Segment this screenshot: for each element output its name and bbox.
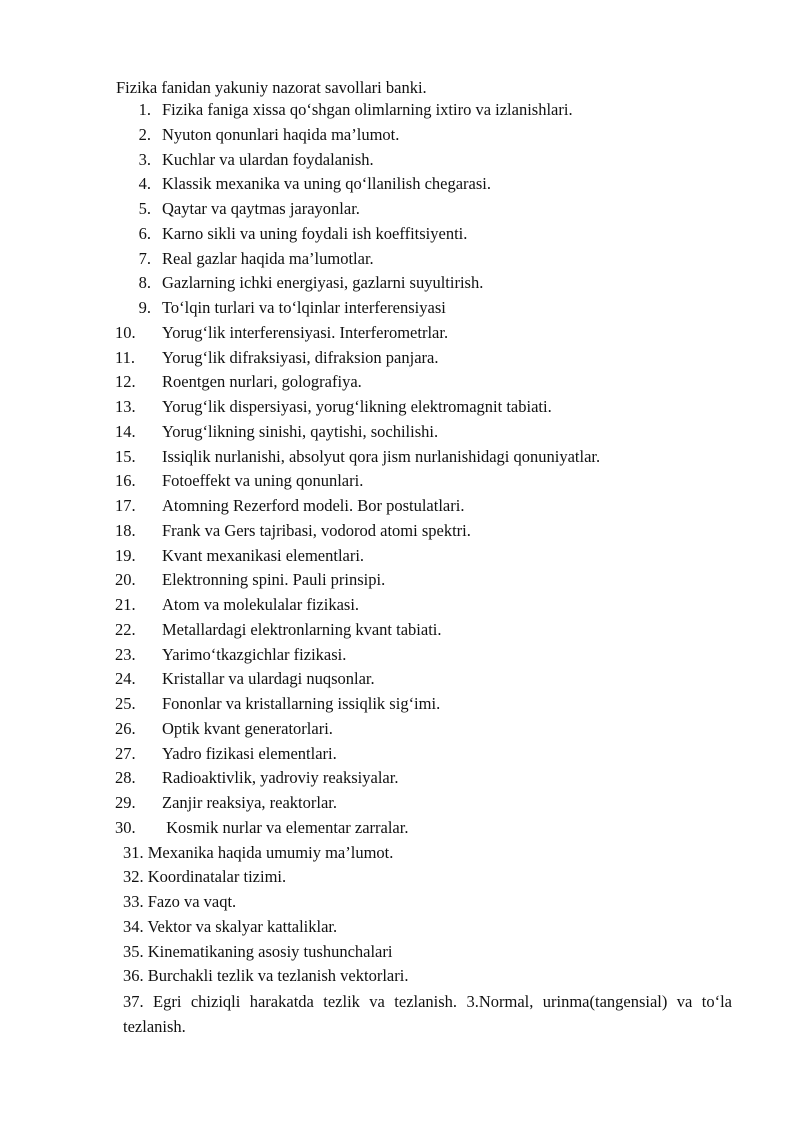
question-number: 18.	[115, 520, 136, 540]
question-number: 8.	[138, 273, 151, 293]
question-item: 31. Mexanika haqida umumiy ma’lumot.	[123, 842, 394, 862]
question-item	[0, 347, 800, 369]
question-item	[0, 297, 800, 319]
question-text: Optik kvant generatorlari.	[162, 718, 333, 738]
question-text: Kuchlar va ulardan foydalanish.	[162, 149, 374, 169]
question-text: Radioaktivlik, yadroviy reaksiyalar.	[162, 768, 399, 788]
question-item: 36. Burchakli tezlik va tezlanish vektorlari.	[123, 966, 409, 986]
question-text: Kvant mexanikasi elementlari.	[162, 545, 365, 565]
question-item	[0, 149, 800, 171]
question-text: Yorug‘lik interferensiyasi. Interferometrlar.	[162, 322, 449, 342]
question-item: 35. Kinematikaning asosiy tushunchalari	[123, 941, 393, 961]
question-number: 7.	[138, 248, 151, 268]
question-item	[0, 545, 800, 567]
question-number: 9.	[138, 298, 151, 317]
question-item	[0, 198, 800, 220]
question-number: 5.	[138, 199, 151, 218]
question-text: Karno sikli va uning foydali ish koeffitsiyenti.	[162, 223, 468, 243]
question-item	[0, 396, 800, 418]
question-number: 10.	[115, 322, 136, 342]
question-number: 15.	[115, 446, 136, 466]
question-text: Gazlarning ichki energiyasi, gazlarni suyultirish.	[162, 273, 484, 293]
question-item	[0, 569, 800, 591]
question-number: 29.	[115, 793, 136, 812]
question-number: 4.	[138, 174, 151, 194]
question-number: 27.	[115, 743, 136, 763]
question-text: Real gazlar haqida ma’lumotlar.	[162, 248, 374, 268]
question-number: 20.	[115, 570, 136, 590]
question-item	[0, 718, 800, 740]
question-number: 22.	[115, 619, 136, 639]
question-text: Yorug‘lik difraksiyasi, difraksion panjara.	[162, 347, 439, 367]
question-number: 26.	[115, 718, 136, 738]
question-number: 19.	[115, 545, 136, 565]
question-text: Qaytar va qaytmas jarayonlar.	[162, 199, 360, 218]
question-text: Yorug‘lik dispersiyasi, yorug‘likning elektromagnit tabiati.	[162, 397, 552, 416]
question-text: Fononlar va kristallarning issiqlik sig‘imi.	[162, 694, 441, 713]
question-text: Atom va molekulalar fizikasi.	[162, 595, 360, 614]
question-number: 28.	[115, 768, 136, 788]
question-text: To‘lqin turlari va to‘lqinlar interferensiyasi	[162, 298, 446, 317]
question-text: Kristallar va ulardagi nuqsonlar.	[162, 669, 375, 689]
question-item	[0, 594, 800, 616]
question-item	[0, 619, 800, 641]
question-number: 23.	[115, 644, 136, 664]
question-number: 6.	[138, 223, 151, 243]
question-item	[0, 767, 800, 789]
question-number: 2.	[138, 124, 151, 144]
question-item	[0, 248, 800, 270]
question-number: 21.	[115, 595, 136, 614]
question-text: Issiqlik nurlanishi, absolyut qora jism nurlanishidagi qonuniyatlar.	[162, 446, 601, 466]
question-item	[0, 693, 800, 715]
question-text: Yarimo‘tkazgichlar fizikasi.	[162, 644, 347, 664]
question-number: 16.	[115, 471, 136, 491]
question-text: Roentgen nurlari, golografiya.	[162, 372, 362, 392]
question-item	[0, 173, 800, 195]
question-text: Kosmik nurlar va elementar zarralar.	[162, 817, 409, 837]
question-item	[0, 99, 800, 121]
question-item: 33. Fazo va vaqt.	[123, 892, 237, 911]
question-text: Yadro fizikasi elementlari.	[162, 743, 337, 763]
question-item	[0, 322, 800, 344]
question-item	[0, 644, 800, 666]
question-item	[0, 792, 800, 814]
question-item	[0, 470, 800, 492]
question-text: Klassik mexanika va uning qo‘llanilish chegarasi.	[162, 174, 492, 194]
question-number: 1.	[138, 100, 151, 119]
question-item	[0, 421, 800, 443]
question-item	[0, 446, 800, 468]
question-text: Elektronning spini. Pauli prinsipi.	[162, 570, 386, 590]
question-text: Fizika faniga xissa qo‘shgan olimlarning ixtiro va izlanishlari.	[162, 100, 573, 119]
question-text: Yorug‘likning sinishi, qaytishi, sochilishi.	[162, 421, 439, 441]
question-item: 32. Koordinatalar tizimi.	[123, 867, 287, 887]
question-number: 13.	[115, 397, 136, 416]
question-item	[0, 743, 800, 765]
question-number: 25.	[115, 694, 136, 713]
question-item	[0, 495, 800, 517]
question-item: 34. Vektor va skalyar kattaliklar.	[123, 916, 338, 936]
question-item-37: 37. Egri chiziqli harakatda tezlik va tezlanish. 3.Normal, urinma(tangensial) va to‘la tezlanish.	[123, 992, 732, 1036]
document-heading: Fizika fanidan yakuniy nazorat savollari banki.	[116, 78, 427, 97]
question-number: 17.	[115, 496, 136, 515]
question-number: 30.	[115, 817, 136, 837]
question-item	[0, 817, 800, 839]
question-text: Frank va Gers tajribasi, vodorod atomi spektri.	[162, 520, 471, 540]
question-text: Nyuton qonunlari haqida ma’lumot.	[162, 124, 400, 144]
question-text: Atomning Rezerford modeli. Bor postulatlari.	[162, 496, 465, 515]
question-number: 12.	[115, 372, 136, 392]
question-number: 24.	[115, 669, 136, 689]
question-item	[0, 371, 800, 393]
question-number: 14.	[115, 421, 136, 441]
question-item	[0, 272, 800, 294]
question-number: 11.	[115, 347, 136, 367]
question-item	[0, 124, 800, 146]
question-item	[0, 668, 800, 690]
question-number: 3.	[138, 149, 151, 169]
question-item	[0, 223, 800, 245]
question-item	[0, 520, 800, 542]
question-text: Metallardagi elektronlarning kvant tabiati.	[162, 619, 442, 639]
question-text: Zanjir reaksiya, reaktorlar.	[162, 793, 337, 812]
question-text: Fotoeffekt va uning qonunlari.	[162, 471, 364, 491]
